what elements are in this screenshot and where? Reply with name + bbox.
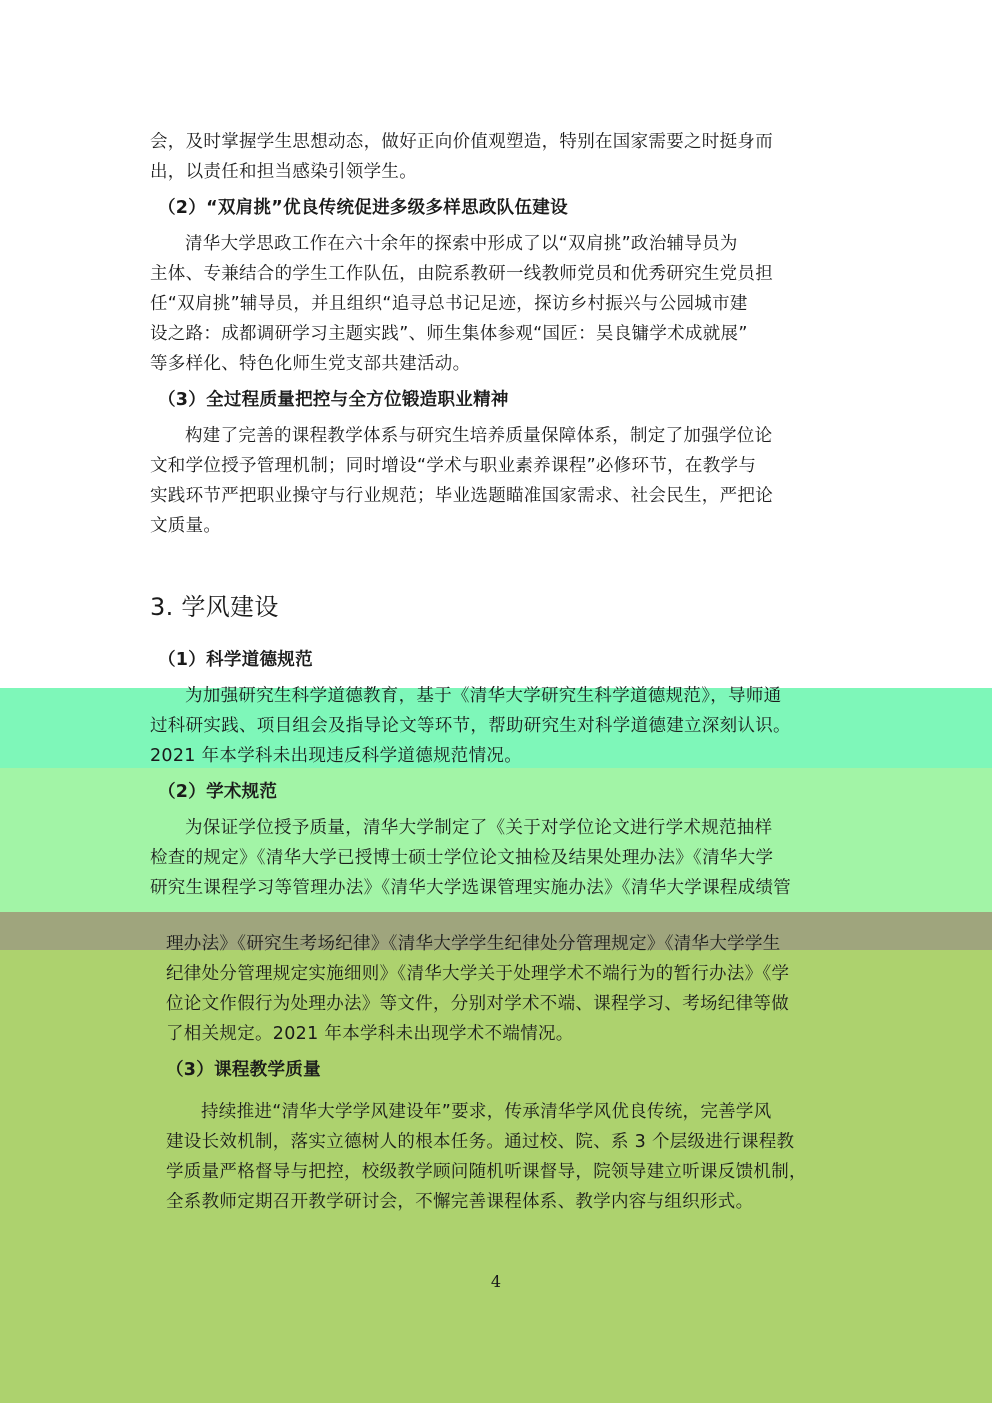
paragraph-line: 纪律处分管理规定实施细则》《清华大学关于处理学术不端行为的暂行办法》《学 [166,964,790,984]
paragraph-line: 持续推进“清华大学学风建设年”要求，传承清华学风优良传统，完善学风 [201,1102,772,1122]
paragraph-line: 实践环节严把职业操守与行业规范；毕业选题瞄准国家需求、社会民生，严把论 [150,486,773,506]
paragraph-line: 为加强研究生科学道德教育，基于《清华大学研究生科学道德规范》，导师通 [185,686,782,706]
section-3-body [150,645,842,903]
subheading-research-ethics: （1）科学道德规范 [158,650,313,670]
paragraph-line: 为保证学位授予质量，清华大学制定了《关于对学位论文进行学术规范抽样 [185,818,773,838]
subheading-academic-norms: （2）学术规范 [158,782,278,802]
paragraph-line: 学质量严格督导与把控，校级教学顾问随机听课督导，院领导建立听课反馈机制， [166,1162,807,1182]
paragraph-line: 文质量。 [150,516,222,536]
paragraph-line: 建设长效机制，落实立德树人的根本任务。通过校、院、系 3 个层级进行课程教 [166,1132,795,1152]
paragraph-line: 文和学位授予管理机制；同时增设“学术与职业素养课程”必修环节，在教学与 [150,456,757,476]
paragraph-line: 理办法》《研究生考场纪律》《清华大学学生纪律处分管理规定》《清华大学学生 [166,934,781,954]
section-3-container [150,592,842,622]
paragraph-line: 主体、专兼结合的学生工作队伍，由院系教研一线教师党员和优秀研究生党员担 [150,264,773,284]
subheading-3-quality-control: （3）全过程质量把控与全方位锻造职业精神 [158,390,509,410]
page-number: 4 [490,1272,502,1291]
paragraph-line: 全系教师定期召开教学研讨会，不懈完善课程体系、教学内容与组织形式。 [166,1192,754,1212]
subheading-teaching-quality: （3）课程教学质量 [166,1060,321,1080]
document-body-upper [150,127,842,541]
paragraph-line: 设之路：成都调研学习主题实践”、师生集体参观“国匠：吴良镛学术成就展” [150,324,748,344]
paragraph-line: 等多样化、特色化师生党支部共建活动。 [150,354,471,374]
paragraph-line: 会，及时掌握学生思想动态，做好正向价值观塑造，特别在国家需要之时挺身而 [150,132,773,152]
paragraph-teaching-quality [166,1097,860,1217]
paragraph-line: 构建了完善的课程教学体系与研究生培养质量保障体系，制定了加强学位论 [185,426,773,446]
section-title: 3. 学风建设 [150,593,279,621]
paragraph-line: 过科研实践、项目组会及指导论文等环节，帮助研究生对科学道德建立深刻认识。 [150,716,791,736]
paragraph-ideology-team [150,229,842,379]
paragraph-academic-norms [150,813,842,903]
paragraph-line: 清华大学思政工作在六十余年的探索中形成了以“双肩挑”政治辅导员为 [185,234,738,254]
paragraph-line: 检查的规定》《清华大学已授博士硕士学位论文抽检及结果处理办法》《清华大学 [150,848,774,868]
paragraph-research-ethics [150,681,842,771]
paragraph-quality-control [150,421,842,541]
paragraph-line: 任“双肩挑”辅导员，并且组织“追寻总书记足迹，探访乡村振兴与公园城市建 [150,294,748,314]
paragraph-line: 位论文作假行为处理办法》等文件，分别对学术不端、课程学习、考场纪律等做 [166,994,789,1014]
paragraph-line: 出，以责任和担当感染引领学生。 [150,162,417,182]
section-3-body-shifted [166,929,860,1217]
paragraph-line: 2021 年本学科未出现违反科学道德规范情况。 [150,746,522,766]
subheading-2-ideology-team: （2）“双肩挑”优良传统促进多级多样思政队伍建设 [158,198,568,218]
paragraph-line: 了相关规定。2021 年本学科未出现学术不端情况。 [166,1024,574,1044]
paragraph-line: 研究生课程学习等管理办法》《清华大学选课管理实施办法》《清华大学课程成绩管 [150,878,792,898]
